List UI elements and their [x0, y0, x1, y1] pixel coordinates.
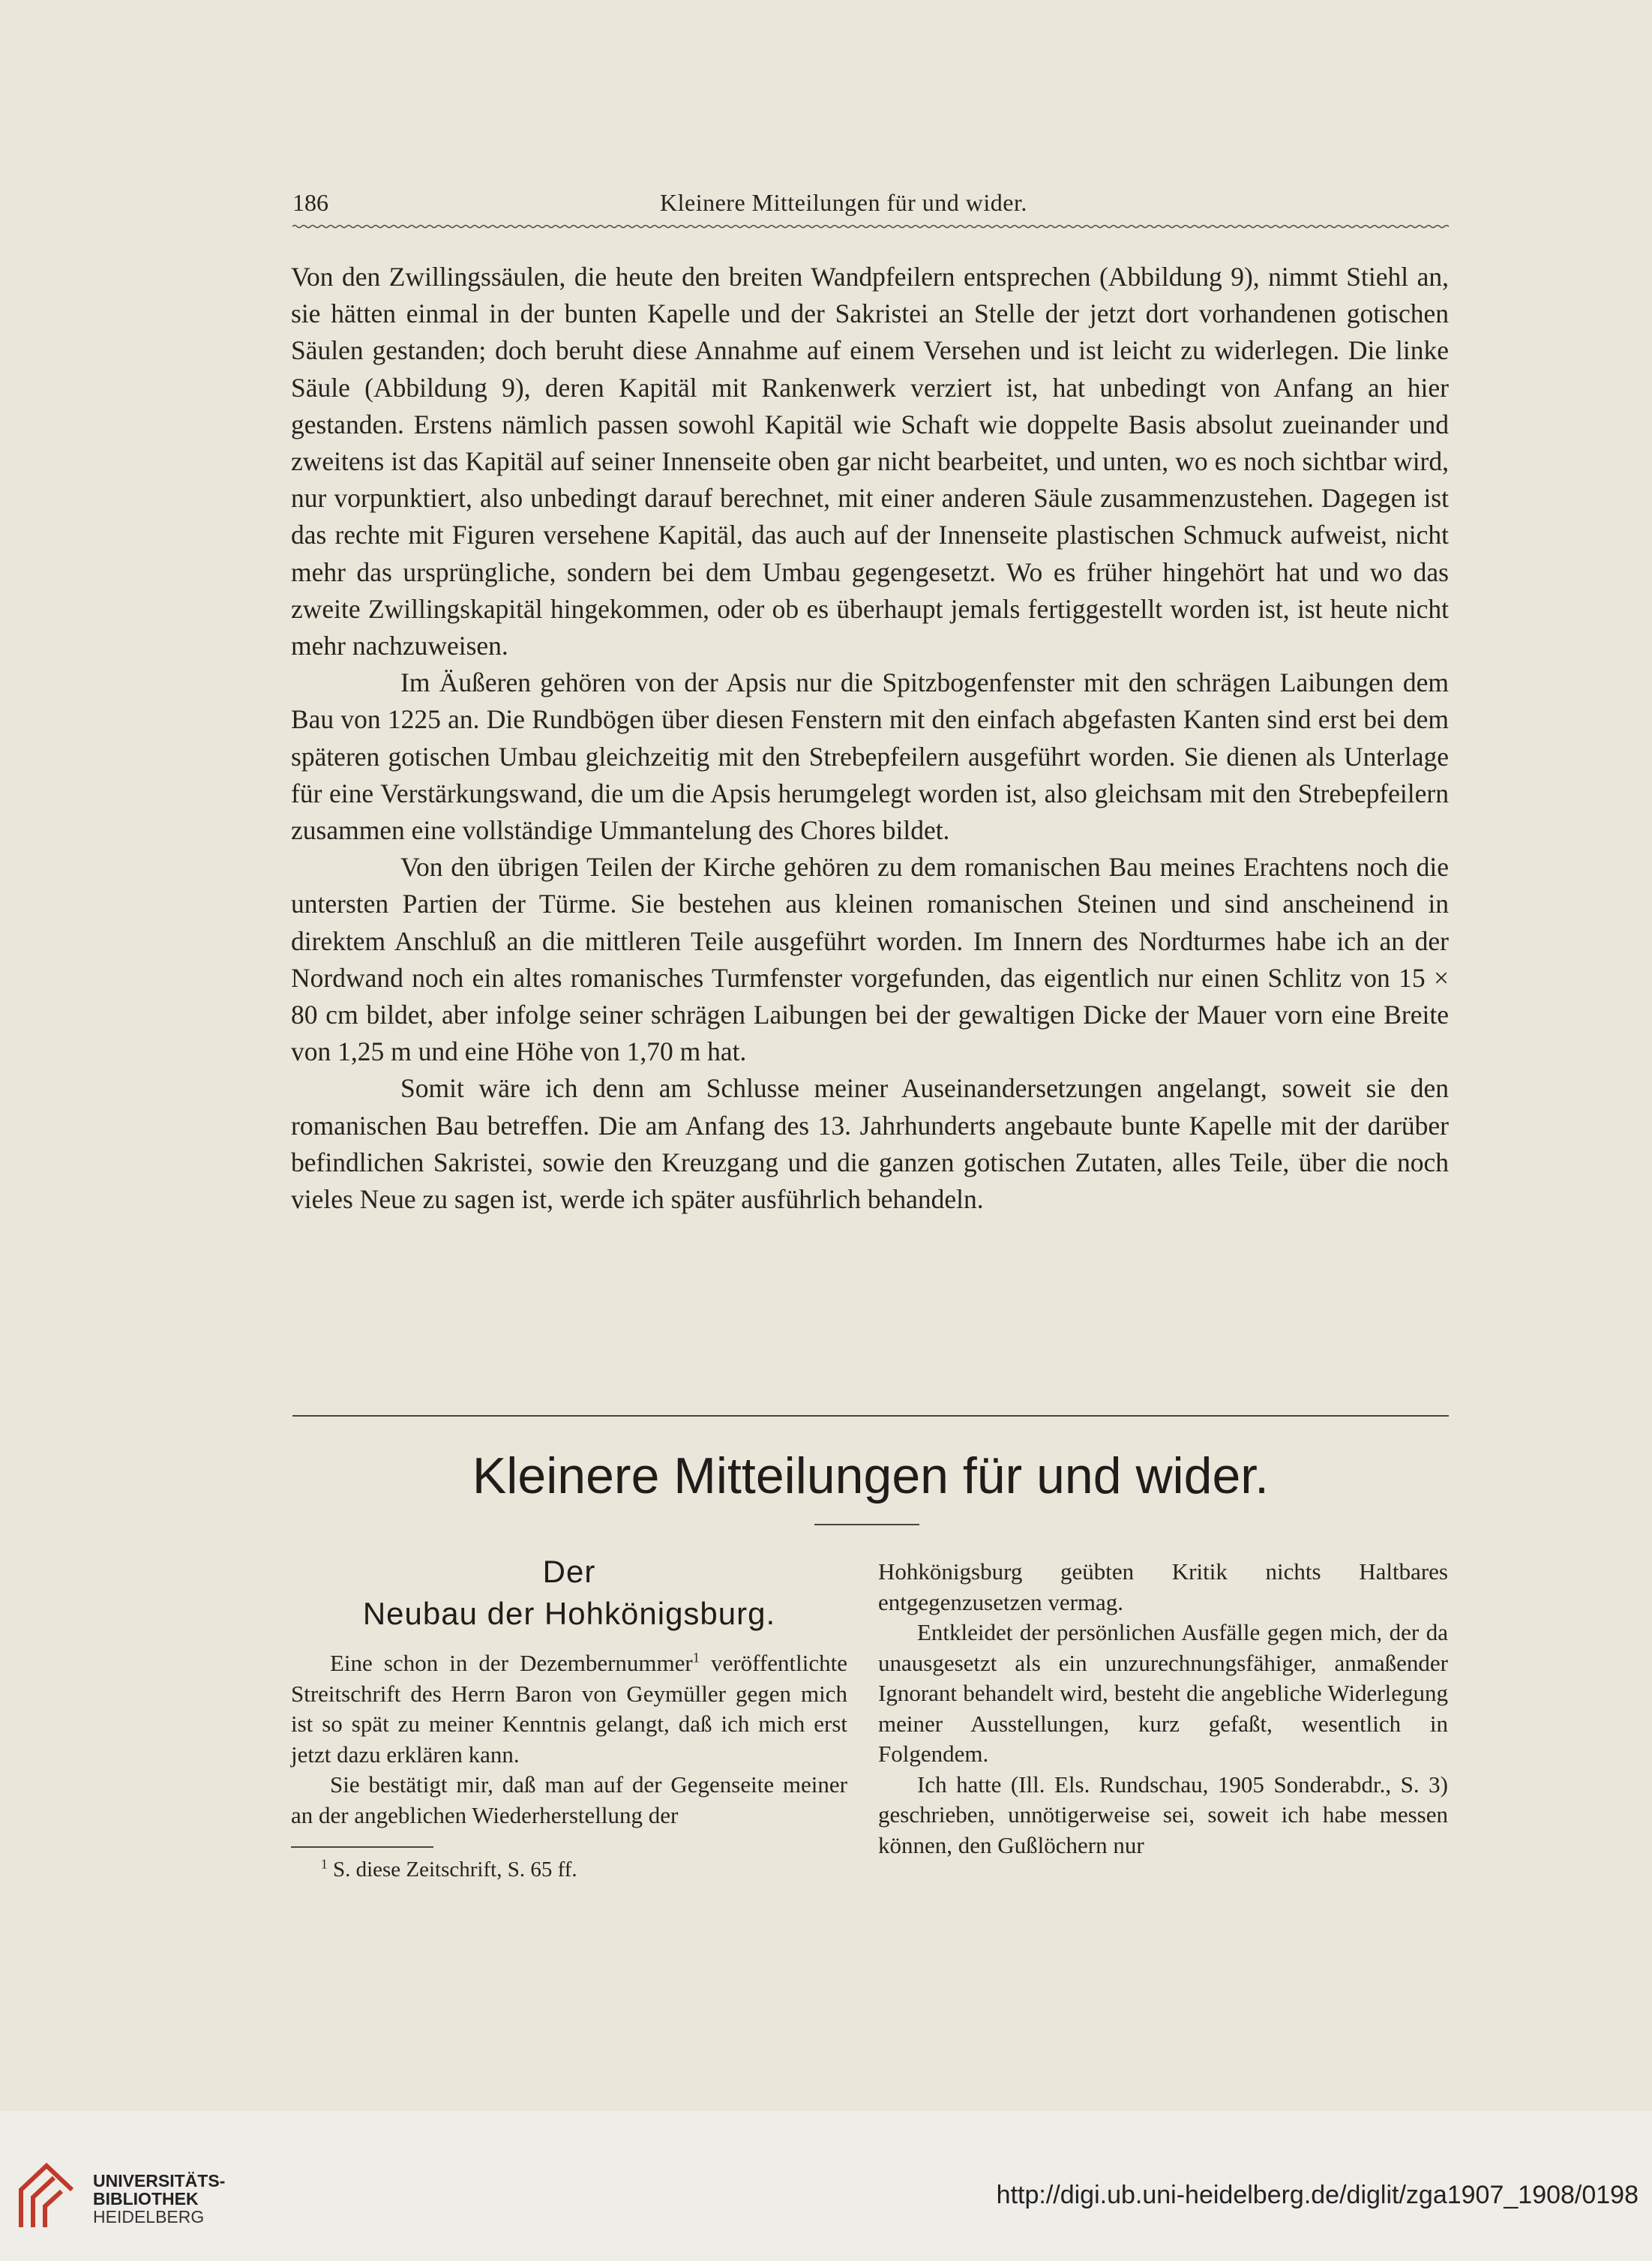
main-paragraph: Somit wäre ich denn am Schlusse meiner Auseinandersetzungen angelangt, soweit sie den romanischen Bau betreffen. Die am Anfang des 13. Jahrhunderts angebaute bunte Kapelle mit der darüber befindlichen Sakristei, sowie den Kreuzgang und die ganzen gotischen Zutaten, alles Teile, über die noch vieles Neue zu sagen ist, werde ich später ausführlich behandeln.: [291, 1073, 1449, 1215]
running-title: Kleinere Mitteilungen für und wider.: [660, 189, 1027, 216]
column-paragraph: [291, 1648, 847, 1770]
main-paragraph: Im Äußeren gehören von der Apsis nur die Spitzbogenfenster mit den schrägen Laibungen dem Bau von 1225 an. Die Rundbögen über diesen Fenstern mit den einfach abgefasten Kanten sind erst bei dem späteren gotischen Umbau gleichzeitig mit den Strebepfeilern ausgeführt worden. Sie dienen als Unterlage für eine Verstärkungswand, die um die Apsis herumgelegt worden ist, also gleichsam mit den Strebepfeilern zusammen eine vollständige Ummantelung des Chores bildet.: [291, 667, 1449, 846]
footnote-rule: [291, 1846, 433, 1848]
paragraph-text: Eine schon in der Dezembernummer: [330, 1650, 693, 1676]
paragraph-text: veröffentlichte Streitschrift des Herrn Baron von Geymüller gegen mich ist so spät zu meiner Kenntnis gelangt, daß ich mich erst jetzt dazu erklären kann.: [291, 1650, 847, 1768]
section-divider: [292, 1415, 1449, 1417]
article-title-line: Der: [542, 1554, 596, 1589]
column-paragraph: Entkleidet der persönlichen Ausfälle gegen mich, der da unausgesetzt als ein unzurechnungsfähiger, anmaßender Ignorant behandelt wird, besteht die angebliche Widerlegung meiner Ausstellungen, kurz gefaßt, wesentlich in Folgendem.: [878, 1619, 1448, 1767]
right-column: [878, 1557, 1448, 1861]
library-name: [93, 2172, 225, 2226]
left-column: [291, 1648, 847, 1831]
main-paragraph: Von den Zwillingssäulen, die heute den breiten Wandpfeilern entsprechen (Abbildung 9), nimmt Stiehl an, sie hätten einmal in der bunten Kapelle und der Sakristei an Stelle der jetzt dort vorhandenen gotischen Säulen gestanden; doch beruht diese Annahme auf einem Versehen und ist leicht zu widerlegen. Die linke Säule (Abbildung 9), deren Kapitäl mit Rankenwerk verziert ist, hat unbedingt von Anfang an hier gestanden. Erstens nämlich passen sowohl Kapitäl wie Schaft wie doppelte Basis absolut zueinander und zweitens ist das Kapitäl auf seiner Innenseite oben gar nicht bearbeitet, und unten, wo es noch sichtbar wird, nur vorpunktiert, also unbedingt darauf berechnet, mit einer anderen Säule zusammenzustehen. Dagegen ist das rechte mit Figuren versehene Kapitäl, das auch auf der Innenseite plastischen Schmuck aufweist, nicht mehr das ursprüngliche, sondern bei dem Umbau gegengesetzt. Wo es früher hingehört hat und wo das zweite Zwillingskapitäl hingekommen, oder ob es überhaupt jemals fertiggestellt worden ist, ist heute nicht mehr nachzuweisen.: [291, 262, 1449, 661]
library-name-line: UNIVERSITÄTS-: [93, 2171, 226, 2191]
footnote-text: S. diese Zeitschrift, S. 65 ff.: [327, 1858, 577, 1882]
library-name-line: BIBLIOTHEK: [93, 2189, 199, 2209]
page-number: 186: [292, 189, 328, 216]
heading-underline: [814, 1524, 919, 1525]
footnote: [321, 1856, 577, 1883]
wavy-header-rule: [292, 223, 1449, 229]
library-name-line: HEIDELBERG: [93, 2207, 205, 2227]
article-title: [291, 1551, 847, 1635]
university-library-logo-icon: [16, 2160, 76, 2232]
column-paragraph: Hohkönigsburg geübten Kritik nichts Haltbares entgegenzusetzen vermag.: [878, 1558, 1448, 1615]
section-heading: Kleinere Mitteilungen für und wider.: [472, 1447, 1270, 1504]
footnote-reference[interactable]: 1: [692, 1650, 700, 1666]
column-paragraph: Sie bestätigt mir, daß man auf der Gegenseite meiner an der angeblichen Wiederherstellung der: [291, 1771, 847, 1828]
page-header: [292, 186, 1447, 223]
footnote-mark: 1: [321, 1856, 328, 1872]
article-title-line: Neubau der Hohkönigsburg.: [362, 1596, 776, 1631]
main-text: [291, 259, 1449, 1218]
main-paragraph: Von den übrigen Teilen der Kirche gehören zu dem romanischen Bau meines Erachtens noch die untersten Partien der Türme. Sie bestehen aus kleinen romanischen Steinen und sind anscheinend in direktem Anschluß an die mittleren Teile ausgeführt worden. Im Innern des Nordturmes habe ich an der Nordwand noch ein altes romanisches Turmfenster vorgefunden, das eigentlich nur einen Schlitz von 15 × 80 cm bildet, aber infolge seiner schrägen Laibungen bei der gewaltigen Dicke der Mauer vorn eine Breite von 1,25 m und eine Höhe von 1,70 m hat.: [291, 852, 1449, 1067]
column-paragraph: Ich hatte (Ill. Els. Rundschau, 1905 Sonderabdr., S. 3) geschrieben, unnötigerweise sei, soweit ich habe messen können, den Gußlöchern nur: [878, 1771, 1448, 1858]
source-url-link[interactable]: http://digi.ub.uni-heidelberg.de/diglit/zga1907_1908/0198: [996, 2181, 1639, 2209]
